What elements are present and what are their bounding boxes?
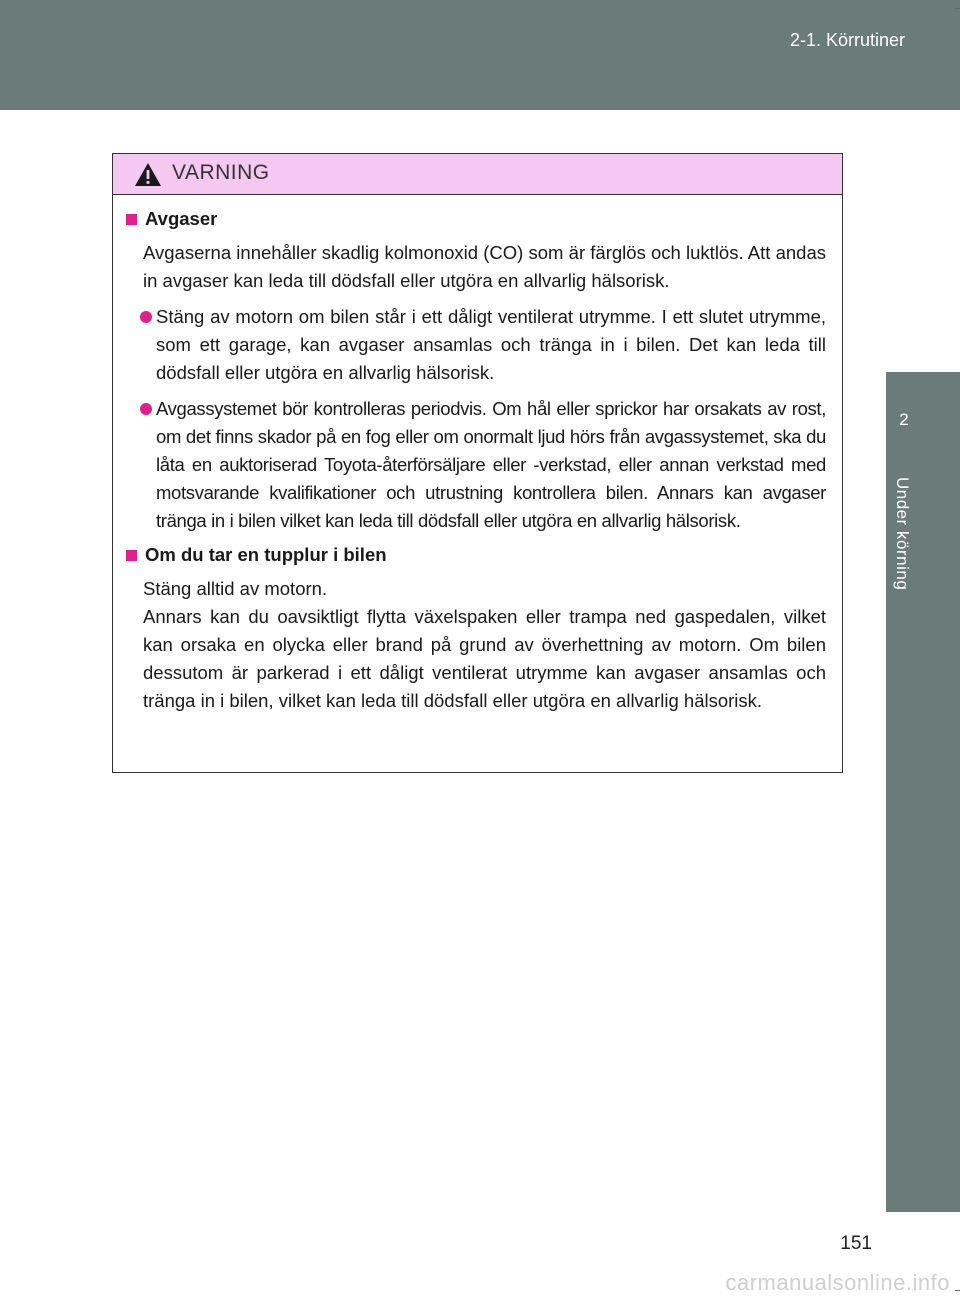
- section-heading: [126, 207, 826, 231]
- round-bullet-icon: [140, 311, 152, 323]
- list-item-text: Avgassystemet bör kontrolleras periodvis. Om hål eller sprickor har orsakats av rost, om det finns skador på en fog eller om onormalt ljud hörs från avgassystemet, ska du låta en auktoriserad Toyota-återförsäljare eller -verkstad, eller annan verkstad med motsvarande kvalifikationer och utrustning kontrollera bilen. Annars kan avgaser tränga in i bilen vilket kan leda till dödsfall eller utgöra en allvarlig hälsorisk.: [156, 398, 826, 531]
- crop-mark: [955, 1290, 960, 1291]
- warning-body: [113, 195, 842, 715]
- list-item: [156, 303, 826, 387]
- paragraph: Avgaserna innehåller skadlig kolmonoxid (CO) som är färglös och luktlös. Att andas in avgaser kan leda till dödsfall eller utgöra en allvarlig hälsorisk.: [143, 242, 826, 291]
- heading-text: Avgaser: [145, 208, 218, 229]
- crop-mark: [955, 8, 960, 9]
- list-item: [156, 395, 826, 535]
- chapter-side-tab: [886, 372, 960, 1212]
- paragraph-line: Stäng alltid av motorn.: [143, 578, 328, 599]
- square-bullet-icon: [126, 550, 137, 561]
- list-item-text: Stäng av motorn om bilen står i ett dåligt ventilerat utrymme. I ett slutet utrymme, som ett garage, kan avgaser ansamlas och tränga in i bilen. Det kan leda till dödsfall eller utgöra en allvarlig hälsorisk.: [156, 306, 826, 383]
- paragraph: Annars kan du oavsiktligt flytta växelspaken eller trampa ned gaspedalen, vilket kan orsaka en olycka eller brand på grund av överhettning av motorn. Om bilen dessutom är parkerad i ett dåligt ventilerat utrymme kan avgaser ansamlas och tränga in i bilen, vilket kan leda till dödsfall eller utgöra en allvarlig hälsorisk.: [143, 606, 826, 711]
- watermark: carmanualsonline.info: [725, 1270, 950, 1295]
- round-bullet-icon: [140, 403, 152, 415]
- warning-triangle-icon: [134, 162, 162, 187]
- section-heading: [126, 543, 826, 567]
- header-band: [0, 0, 960, 110]
- section-title: 2-1. Körrutiner: [789, 30, 905, 50]
- square-bullet-icon: [126, 214, 137, 225]
- warning-label: VARNING: [172, 161, 270, 184]
- warning-header: [113, 154, 842, 195]
- chapter-number: 2: [899, 410, 909, 429]
- heading-text: Om du tar en tupplur i bilen: [145, 544, 387, 565]
- chapter-name: Under körning: [893, 477, 912, 591]
- warning-box: [112, 153, 843, 773]
- page-number: 151: [840, 1233, 872, 1254]
